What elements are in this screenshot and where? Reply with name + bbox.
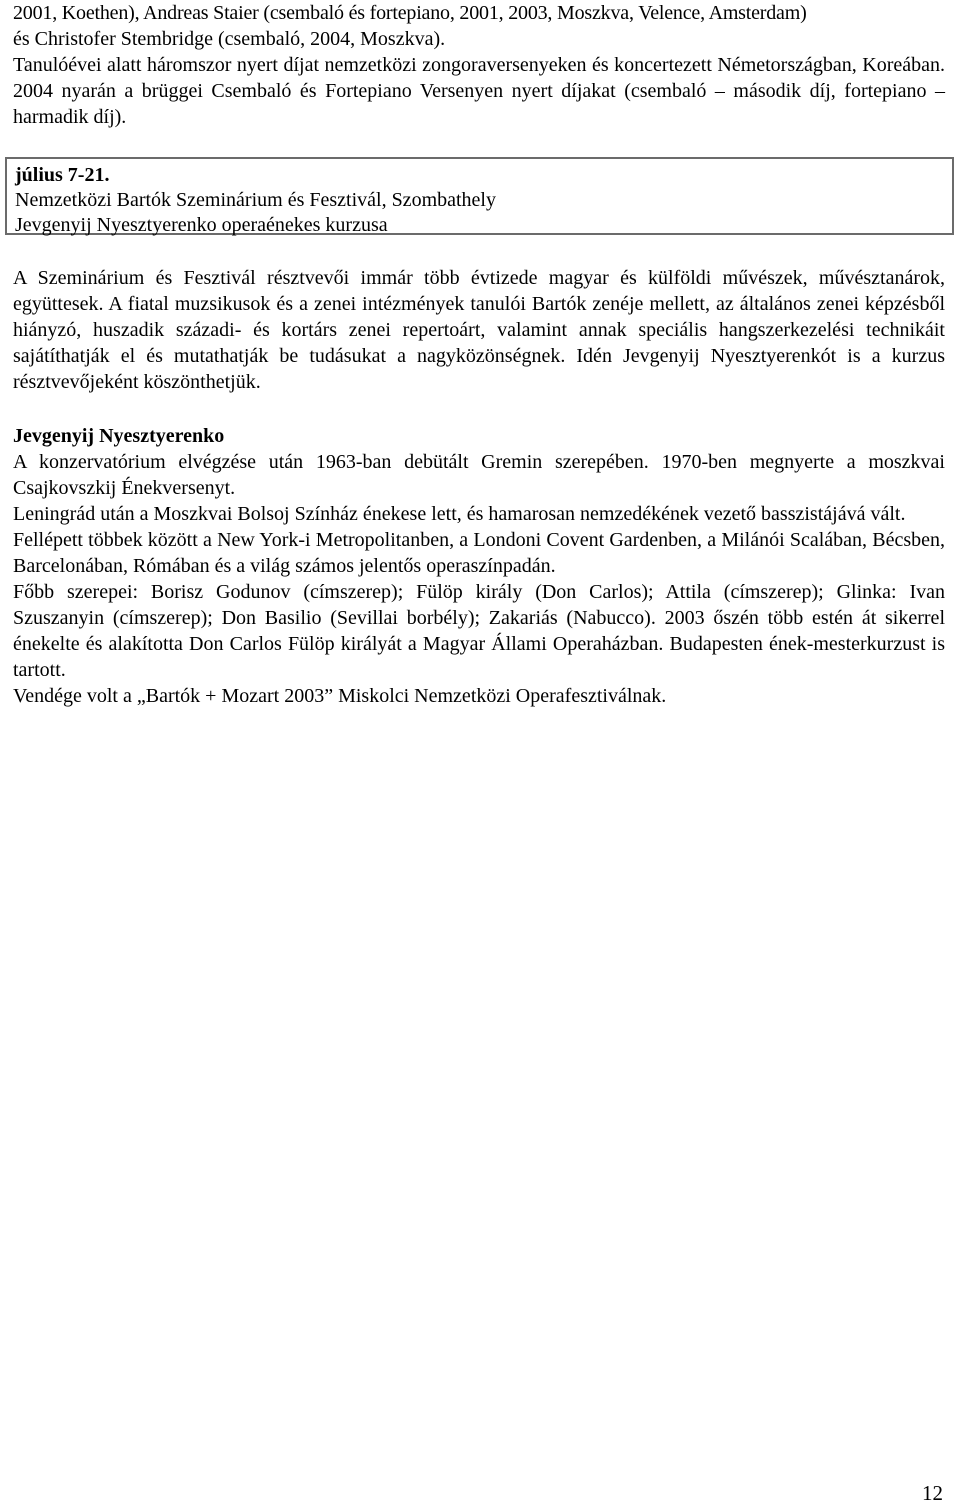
- event-date: július 7-21.: [15, 164, 110, 186]
- bio-paragraph-2: Leningrád után a Moszkvai Bolsoj Színház énekese lett, és hamarosan nemzedékének vezető basszistájává vált.: [13, 503, 906, 525]
- page-number: 12: [922, 1481, 943, 1505]
- bio-heading: Jevgenyij Nyesztyerenko: [13, 425, 225, 447]
- intro-line-1: 2001, Koethen), Andreas Staier (csembaló és fortepiano, 2001, 2003, Moszkva, Velence, Amsterdam): [13, 2, 807, 24]
- bio-paragraph-1: A konzervatórium elvégzése után 1963-ban debütált Gremin szerepében. 1970-ben megnyerte a moszkvai Csajkovszkij Énekversenyt.: [13, 451, 945, 499]
- bio-paragraph-3: Fellépett többek között a New York-i Metropolitanben, a Londoni Covent Gardenben, a Milánói Scalában, Bécsben, Barcelonában, Rómában és a világ számos jelentős operaszínpadán.: [13, 529, 945, 577]
- event-box: [5, 157, 954, 235]
- event-title: Nemzetközi Bartók Szeminárium és Fesztivál, Szombathely: [15, 189, 496, 211]
- bio-paragraph-4: Főbb szerepei: Borisz Godunov (címszerep); Fülöp király (Don Carlos); Attila (címszerep); Glinka: Ivan Szuszanyin (címszerep); Don Basilio (Sevillai borbély); Zakariás (Nabucco). 2003 őszén több estén át sikerrel énekelte és alakította Don Carlos Fülöp királyát a Magyar Állami Operaházban. Budapesten ének-mesterkurzust is tartott.: [13, 581, 945, 681]
- seminar-section: [13, 265, 945, 395]
- event-subtitle: Jevgenyij Nyesztyerenko operaénekes kurzusa: [15, 214, 388, 236]
- seminar-paragraph: A Szeminárium és Fesztivál résztvevői immár több évtizede magyar és külföldi művészek, művésztanárok, együttesek. A fiatal muzsikusok és a zenei intézmények tanulói Bartók zenéje mellett, az általános zenei képzésből hiányzó, huszadik századi- és kortárs zenei repertoárt, valamint annak speciális hangszerkezelési technikáit sajátíthatják el és mutathatják be tudásukat a nagyközönségnek. Idén Jevgenyij Nyesztyerenkót is a kurzus résztvevőjeként köszönthetjük.: [13, 267, 945, 393]
- bio-section: [13, 423, 945, 709]
- bio-paragraph-5: Vendége volt a „Bartók + Mozart 2003” Miskolci Nemzetközi Operafesztiválnak.: [13, 685, 667, 707]
- intro-section: [13, 0, 945, 130]
- intro-line-2: és Christofer Stembridge (csembaló, 2004, Moszkva).: [13, 28, 446, 50]
- intro-paragraph: Tanulóévei alatt háromszor nyert díjat nemzetközi zongoraversenyeken és koncertezett Németországban, Koreában. 2004 nyarán a brüggei Csembaló és Fortepiano Versenyen nyert díjakat (csembaló – második díj, fortepiano – harmadik díj).: [13, 54, 945, 128]
